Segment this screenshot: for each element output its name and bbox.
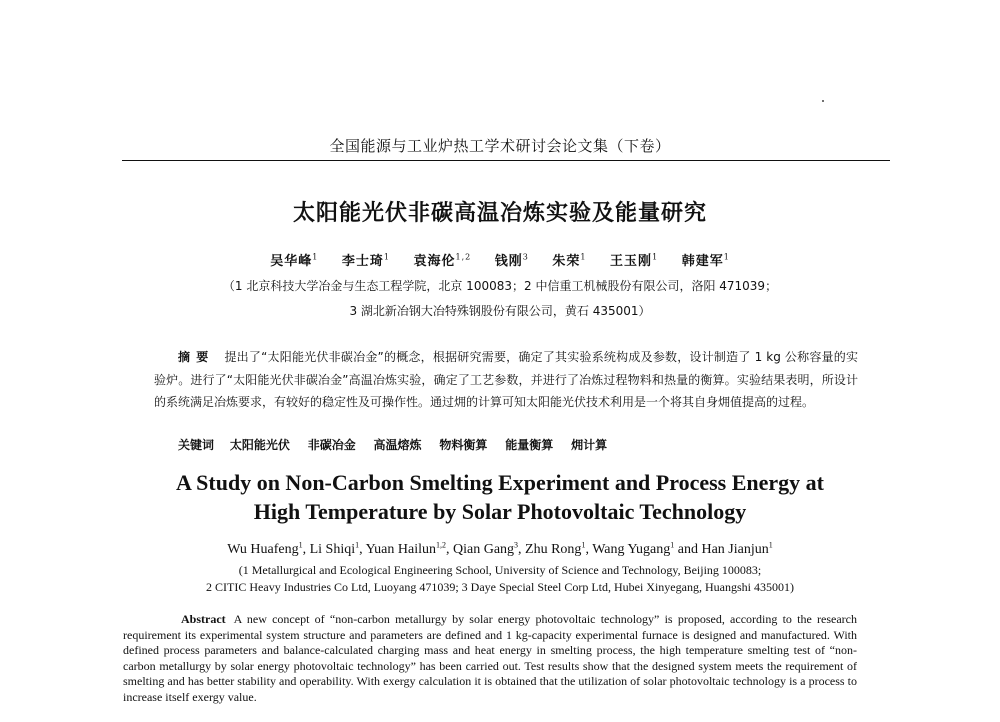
english-author: Yuan Hailun$^{1,2}$ [365, 540, 446, 557]
keyword: 物料衡算 [439, 438, 488, 452]
chinese-author: 吴华峰$^1$ [270, 252, 319, 269]
keyword: 非碳冶金 [307, 438, 356, 452]
chinese-keywords-label: 关键词 [178, 438, 215, 452]
header-rule [122, 160, 890, 161]
english-abstract [123, 612, 857, 706]
english-affiliation-line-2: 2 CITIC Heavy Industries Co Ltd, Luoyang 471039; 3 Daye Special Steel Corp Ltd, Hubei Xinyegang, Huangshi 435001) [206, 580, 794, 594]
english-title-line-2: High Temperature by Solar Photovoltaic Technology [253, 499, 747, 524]
chinese-keywords [178, 436, 621, 453]
chinese-author: 朱荣$^1$ [552, 252, 587, 269]
english-author: Wang Yugang$^1$ [592, 540, 675, 557]
english-author: Zhu Rong$^1$ [525, 540, 586, 557]
chinese-author: 钱刚$^3$ [494, 252, 529, 269]
chinese-title: 太阳能光伏非碳高温冶炼实验及能量研究 [292, 201, 707, 226]
chinese-abstract [154, 346, 858, 414]
scan-speck [822, 100, 824, 102]
english-abstract-label: Abstract [181, 612, 226, 626]
english-title [0, 468, 1000, 526]
keyword: 㶲计算 [571, 438, 608, 452]
english-authors: Wu Huafeng$^1$, Li Shiqi$^1$, Yuan Hailun$^{1,2}$, Qian Gang$^3$, Zhu Rong$^1$, Wang Yugang$^1$ and Han Jianjun$^1$ [227, 540, 773, 557]
chinese-affiliation-line-2: 3 湖北新冶钢大冶特殊钢股份有限公司，黄石 435001） [349, 304, 651, 318]
keyword: 高温熔炼 [373, 438, 422, 452]
chinese-abstract-text: 提出了“太阳能光伏非碳冶金”的概念，根据研究需要，确定了其实验系统构成及参数，设计制造了 1 kg 公称容量的实验炉。进行了“太阳能光伏非碳冶金”高温冶炼实验，确定了工艺参数，并进行了冶炼过程物料和热量的衡算。实验结果表明，所设计的系统满足冶炼要求，有较好的稳定性及可操作性。通过㶲的计算可知太阳能光伏技术利用是一个将其自身㶲值提高的过程。 [154, 350, 858, 409]
english-author: Wu Huafeng$^1$ [227, 540, 303, 557]
english-title-line-1: A Study on Non-Carbon Smelting Experiment and Process Energy at [175, 470, 825, 495]
keyword: 能量衡算 [505, 438, 554, 452]
english-author: Han Jianjun$^1$ [701, 540, 773, 557]
chinese-abstract-label: 摘要 [178, 350, 215, 364]
english-affiliation-line-1: (1 Metallurgical and Ecological Engineering School, University of Science and Technology, Beijing 100083; [238, 563, 762, 577]
chinese-author: 王玉刚$^1$ [610, 252, 659, 269]
english-author: Li Shiqi$^1$ [309, 540, 360, 557]
english-author: Qian Gang$^3$ [453, 540, 519, 557]
running-head: 全国能源与工业炉热工学术研讨会论文集（下卷） [329, 137, 671, 155]
chinese-author: 袁海伦$^{1,2}$ [413, 252, 472, 269]
english-authors-and: and [677, 542, 698, 557]
chinese-authors [0, 250, 1000, 269]
keyword: 太阳能光伏 [229, 438, 290, 452]
chinese-affiliation-line-1: （1 北京科技大学冶金与生态工程学院，北京 100083；2 中信重工机械股份有限公司，洛阳 471039； [222, 279, 778, 293]
chinese-author: 韩建军$^1$ [681, 252, 730, 269]
english-abstract-text: A new concept of “non-carbon metallurgy by solar energy photovoltaic technology” is proposed, according to the research requirement its experimental system structure and parameters are defined and 1 kg-capacity experimental furnace is designed and manufactured. With defined process parameters and balance-calculated charging mass and heat energy in smelting process, the high temperature smelting test of “non-carbon metallurgy by solar energy photovoltaic technology” has been carried out. Test results show that the designed system meets the requirement of smelting and has better stability and operability. With exergy calculation it is obtained that the utilization of solar photovoltaic technology is a process to increase itself exergy value. [123, 612, 857, 704]
chinese-author: 李士琦$^1$ [341, 252, 390, 269]
